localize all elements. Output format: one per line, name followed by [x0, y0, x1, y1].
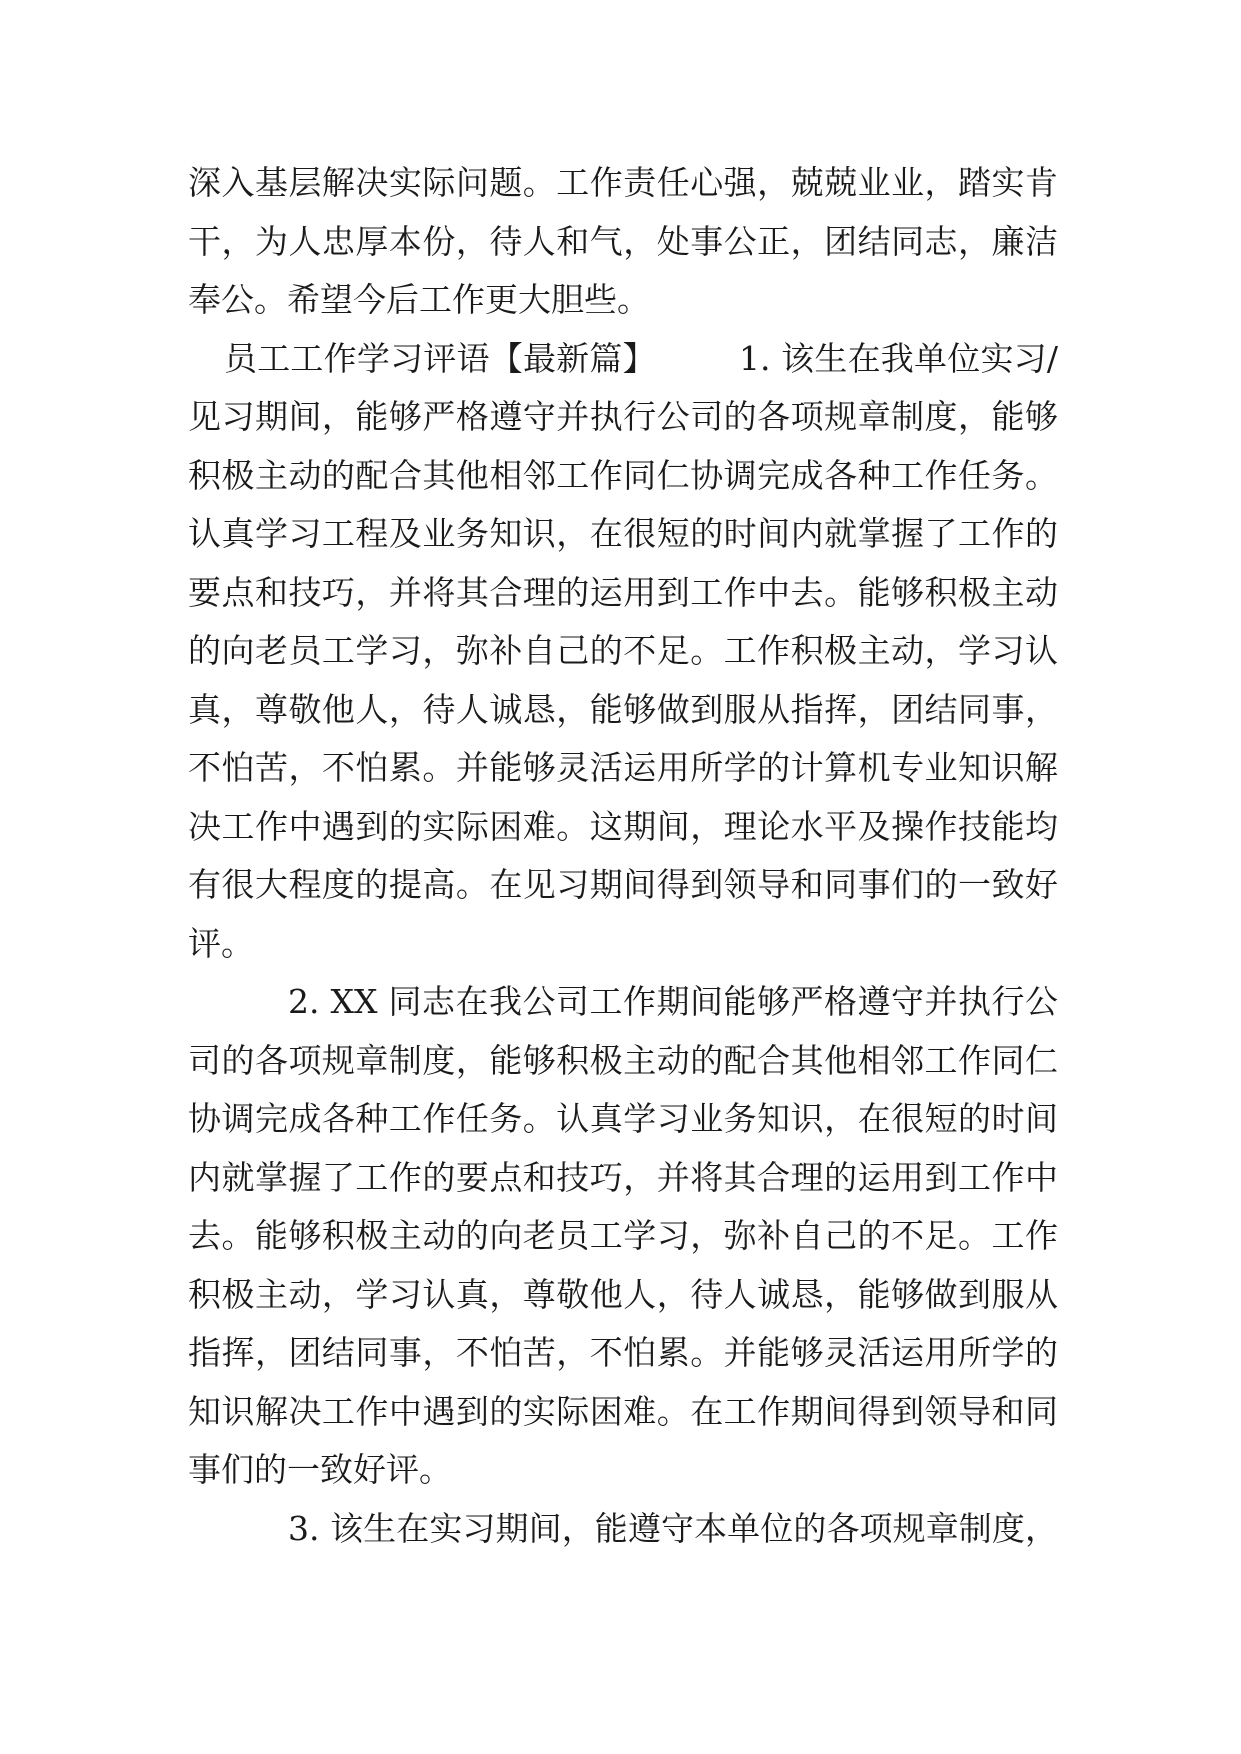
text-line: 积极主动，学习认真，尊敬他人，待人诚恳，能够做到服从: [188, 1274, 1058, 1314]
text-line: 要点和技巧，并将其合理的运用到工作中去。能够积极主动: [188, 572, 1058, 612]
section-heading-line: 员工工作学习评语【最新篇】 1. 该生在我单位实习/: [224, 338, 1058, 378]
text-line: 司的各项规章制度，能够积极主动的配合其他相邻工作同仁: [188, 1040, 1058, 1080]
text-line: 真，尊敬他人，待人诚恳，能够做到服从指挥，团结同事，: [188, 689, 1058, 729]
list-item-line: 2. XX 同志在我公司工作期间能够严格遵守并执行公: [288, 982, 1058, 1021]
text-line: 内就掌握了工作的要点和技巧，并将其合理的运用到工作中: [188, 1157, 1058, 1197]
text-line: 干，为人忠厚本份，待人和气，处事公正，团结同志，廉洁: [188, 221, 1058, 261]
text-line: 事们的一致好评。: [188, 1450, 452, 1489]
text-line: 去。能够积极主动的向老员工学习，弥补自己的不足。工作: [188, 1216, 1058, 1255]
text-line: 不怕苦，不怕累。并能够灵活运用所学的计算机专业知识解: [188, 748, 1058, 787]
text-line: 指挥，团结同事，不怕苦，不怕累。并能够灵活运用所学的: [188, 1333, 1058, 1372]
document-body: [188, 154, 1058, 1558]
text-line: 的向老员工学习，弥补自己的不足。工作积极主动，学习认: [188, 631, 1058, 670]
text-line: 知识解决工作中遇到的实际困难。在工作期间得到领导和同: [188, 1391, 1058, 1431]
text-line: 认真学习工程及业务知识，在很短的时间内就掌握了工作的: [188, 514, 1058, 553]
text-line: 奉公。希望今后工作更大胆些。: [188, 280, 650, 319]
text-line: 决工作中遇到的实际困难。这期间，理论水平及操作技能均: [188, 806, 1058, 846]
text-line: 有很大程度的提高。在见习期间得到领导和同事们的一致好: [188, 865, 1058, 904]
text-line: 评。: [188, 923, 254, 963]
list-item-line: 3. 该生在实习期间，能遵守本单位的各项规章制度，: [288, 1508, 1058, 1548]
text-line: 深入基层解决实际问题。工作责任心强，兢兢业业，踏实肯: [188, 163, 1058, 202]
text-line: 积极主动的配合其他相邻工作同仁协调完成各种工作任务。: [188, 455, 1058, 495]
text-line: 协调完成各种工作任务。认真学习业务知识，在很短的时间: [188, 1099, 1058, 1138]
text-line: 见习期间，能够严格遵守并执行公司的各项规章制度，能够: [188, 397, 1058, 436]
